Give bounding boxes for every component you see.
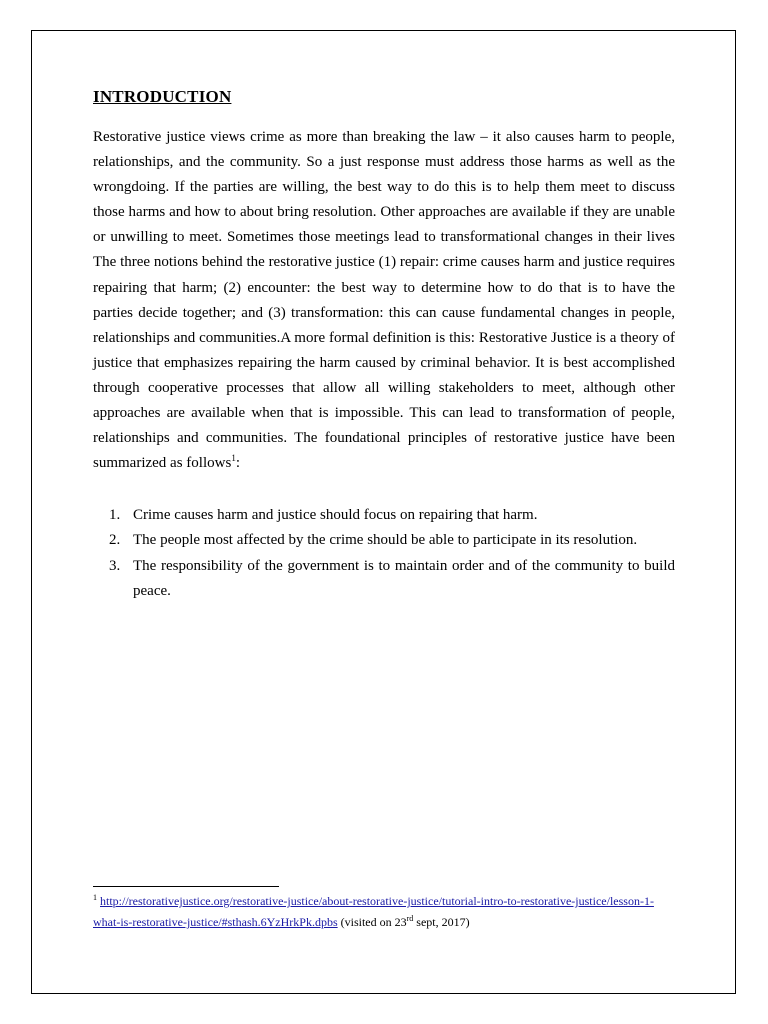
list-item-number: 1.: [109, 507, 121, 524]
footnote-marker: 1: [93, 893, 97, 902]
intro-paragraph-text: Restorative justice views crime as more than breaking the law – it also causes harm to people, relationships, and the community. So a just response must address those harms as well as the wrongdoing. If the parties are willing, the best way to do this is to help them meet to discuss those harms and how to about bring resolution. Other approaches are available if they are unable or unwilling to meet. Sometimes those meetings lead to transformational changes in their lives The three notions behind the restorative justice (1) repair: crime causes harm and justice requires repairing that harm; (2) encounter: the best way to determine how to do that is to have the parties decide together; and (3) transformation: this can cause fundamental changes in people, relationships and communities.A more formal definition is this: Restorative Justice is a theory of justice that emphasizes repairing the harm caused by criminal behavior. It is best accomplished through cooperative processes that allow all willing stakeholders to meet, although other approaches are available when that is impossible. This can lead to transformation of people, relationships and communities. The foundational principles of restorative justice have been summarized as follows: [93, 129, 675, 472]
intro-paragraph-trailing: :: [235, 455, 240, 472]
list-item-text: The responsibility of the government is to maintain order and of the community to build peace.: [133, 557, 675, 599]
list-item-number: 3.: [109, 557, 121, 574]
footnote-link[interactable]: http://restorativejustice.org/restorative-justice/about-restorative-justice/tutorial-intro-to-restorative-justice/lesson-1-what-is-restorative-justice/#sthash.6YzHrkPk.dpbs: [93, 894, 654, 929]
principles-list: [93, 503, 675, 603]
footnote-visited-rest: sept, 2017): [413, 915, 470, 929]
footnote: [93, 891, 675, 933]
footnote-visited-ordinal: rd: [406, 914, 414, 923]
footnote-separator: [93, 886, 279, 887]
list-item-text: Crime causes harm and justice should focus on repairing that harm.: [133, 507, 538, 524]
list-item: [93, 503, 675, 528]
document-body: [93, 86, 675, 604]
footnote-reference[interactable]: 1: [231, 453, 236, 464]
list-item-number: 2.: [109, 532, 121, 549]
list-item: [93, 528, 675, 553]
list-item-text: The people most affected by the crime should be able to participate in its resolution.: [133, 532, 638, 549]
footnote-visited-prefix: (visited on 23: [340, 915, 407, 929]
list-item: [93, 554, 675, 604]
page-title: INTRODUCTION: [93, 87, 232, 106]
intro-paragraph: [93, 125, 675, 476]
